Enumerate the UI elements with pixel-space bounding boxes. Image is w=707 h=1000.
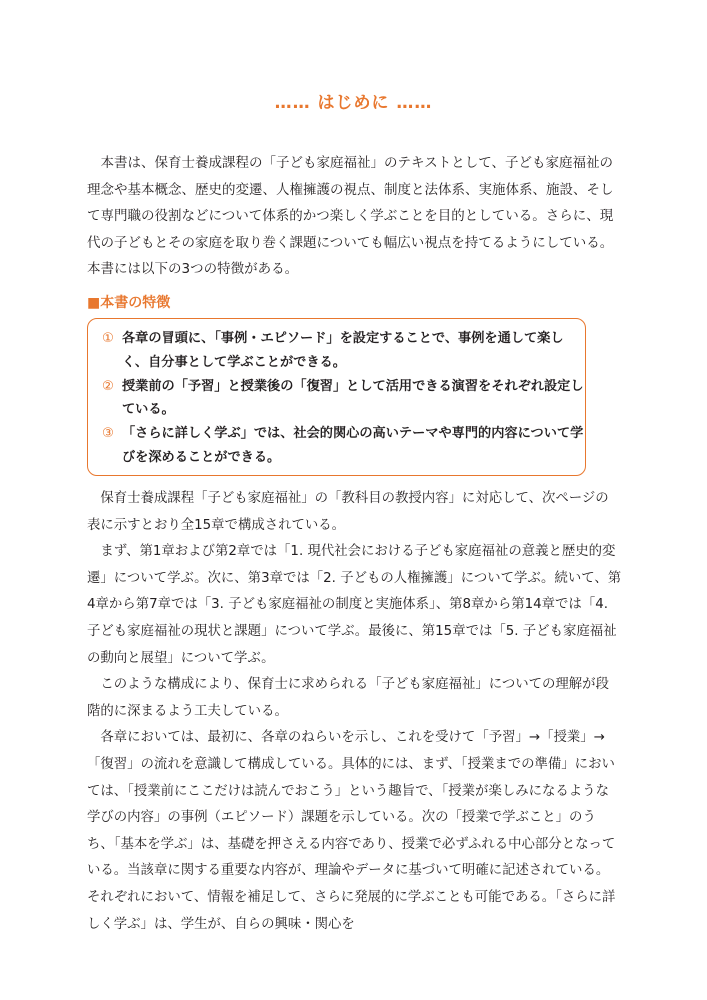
feature-item — [102, 327, 585, 375]
feature-number: ③ — [102, 426, 114, 442]
feature-text: 「さらに詳しく学ぶ」では、社会的関心の高いテーマや専門的内容について学びを深めることができる。 — [122, 426, 584, 465]
feature-text: 各章の冒頭に、「事例・エピソード」を設定することで、事例を通して楽しく、自分事として学ぶことができる。 — [122, 331, 564, 370]
feature-item — [102, 422, 585, 470]
features-heading: ■本書の特徴 — [87, 295, 171, 311]
feature-number: ① — [102, 331, 114, 346]
intro-section — [87, 150, 622, 283]
body-paragraph: 各章においては、最初に、各章のねらいを示し、これを受けて「予習」→「授業」→「復習」の流れを意識して構成している。具体的には、まず、「授業までの準備」においては、「授業前にここだけは読んでおこう」という趣旨で、「授業が楽しみになるような学びの内容」の事例（エピソード）課題を示している。次の「授業で学ぶこと」のうち、「基本を学ぶ」は、基礎を押さえる内容であり、授業で必ずふれる中心部分となっている。当該章に関する重要な内容が、理論やデータに基づいて明確に記述されている。それぞれにおいて、情報を補足して、さらに発展的に学ぶことも可能である。「さらに詳しく学ぶ」は、学生が、自らの興味・関心を — [87, 730, 616, 932]
feature-number: ② — [102, 378, 114, 394]
feature-item — [102, 375, 585, 423]
intro-paragraph: 本書は、保育士養成課程の「子ども家庭福祉」のテキストとして、子ども家庭福祉の理念や基本概念、歴史的変遷、人権擁護の視点、制度と法体系、実施体系、施設、そして専門職の役割などについて体系的かつ楽しく学ぶことを目的としている。さらに、現代の子どもとその家庭を取り巻く課題についても幅広い視点を持てるようにしている。本書には以下の3つの特徴がある。 — [87, 155, 614, 278]
body-paragraph: このような構成により、保育士に求められる「子ども家庭福祉」についての理解が段階的に深まるよう工夫している。 — [87, 677, 609, 719]
body-paragraph: 保育士養成課程「子ども家庭福祉」の「教科目の教授内容」に対応して、次ページの表に示すとおり全15章で構成されている。 — [87, 491, 609, 533]
page-title: …… はじめに …… — [274, 93, 433, 113]
body-section — [87, 486, 622, 938]
body-paragraph: まず、第1章および第2章では「1. 現代社会における子ども家庭福祉の意義と歴史的変遷」について学ぶ。次に、第3章では「2. 子どもの人権擁護」について学ぶ。続いて、第4章から第7章では「3. 子ども家庭福祉の制度と実施体系」、第8章から第14章では「4. 子ども家庭福祉の現状と課題」について学ぶ。最後に、第15章では「5. 子ども家庭福祉の動向と展望」について学ぶ。 — [87, 544, 622, 666]
features-box — [87, 318, 586, 476]
feature-text: 授業前の「予習」と授業後の「復習」として活用できる演習をそれぞれ設定している。 — [122, 378, 584, 418]
